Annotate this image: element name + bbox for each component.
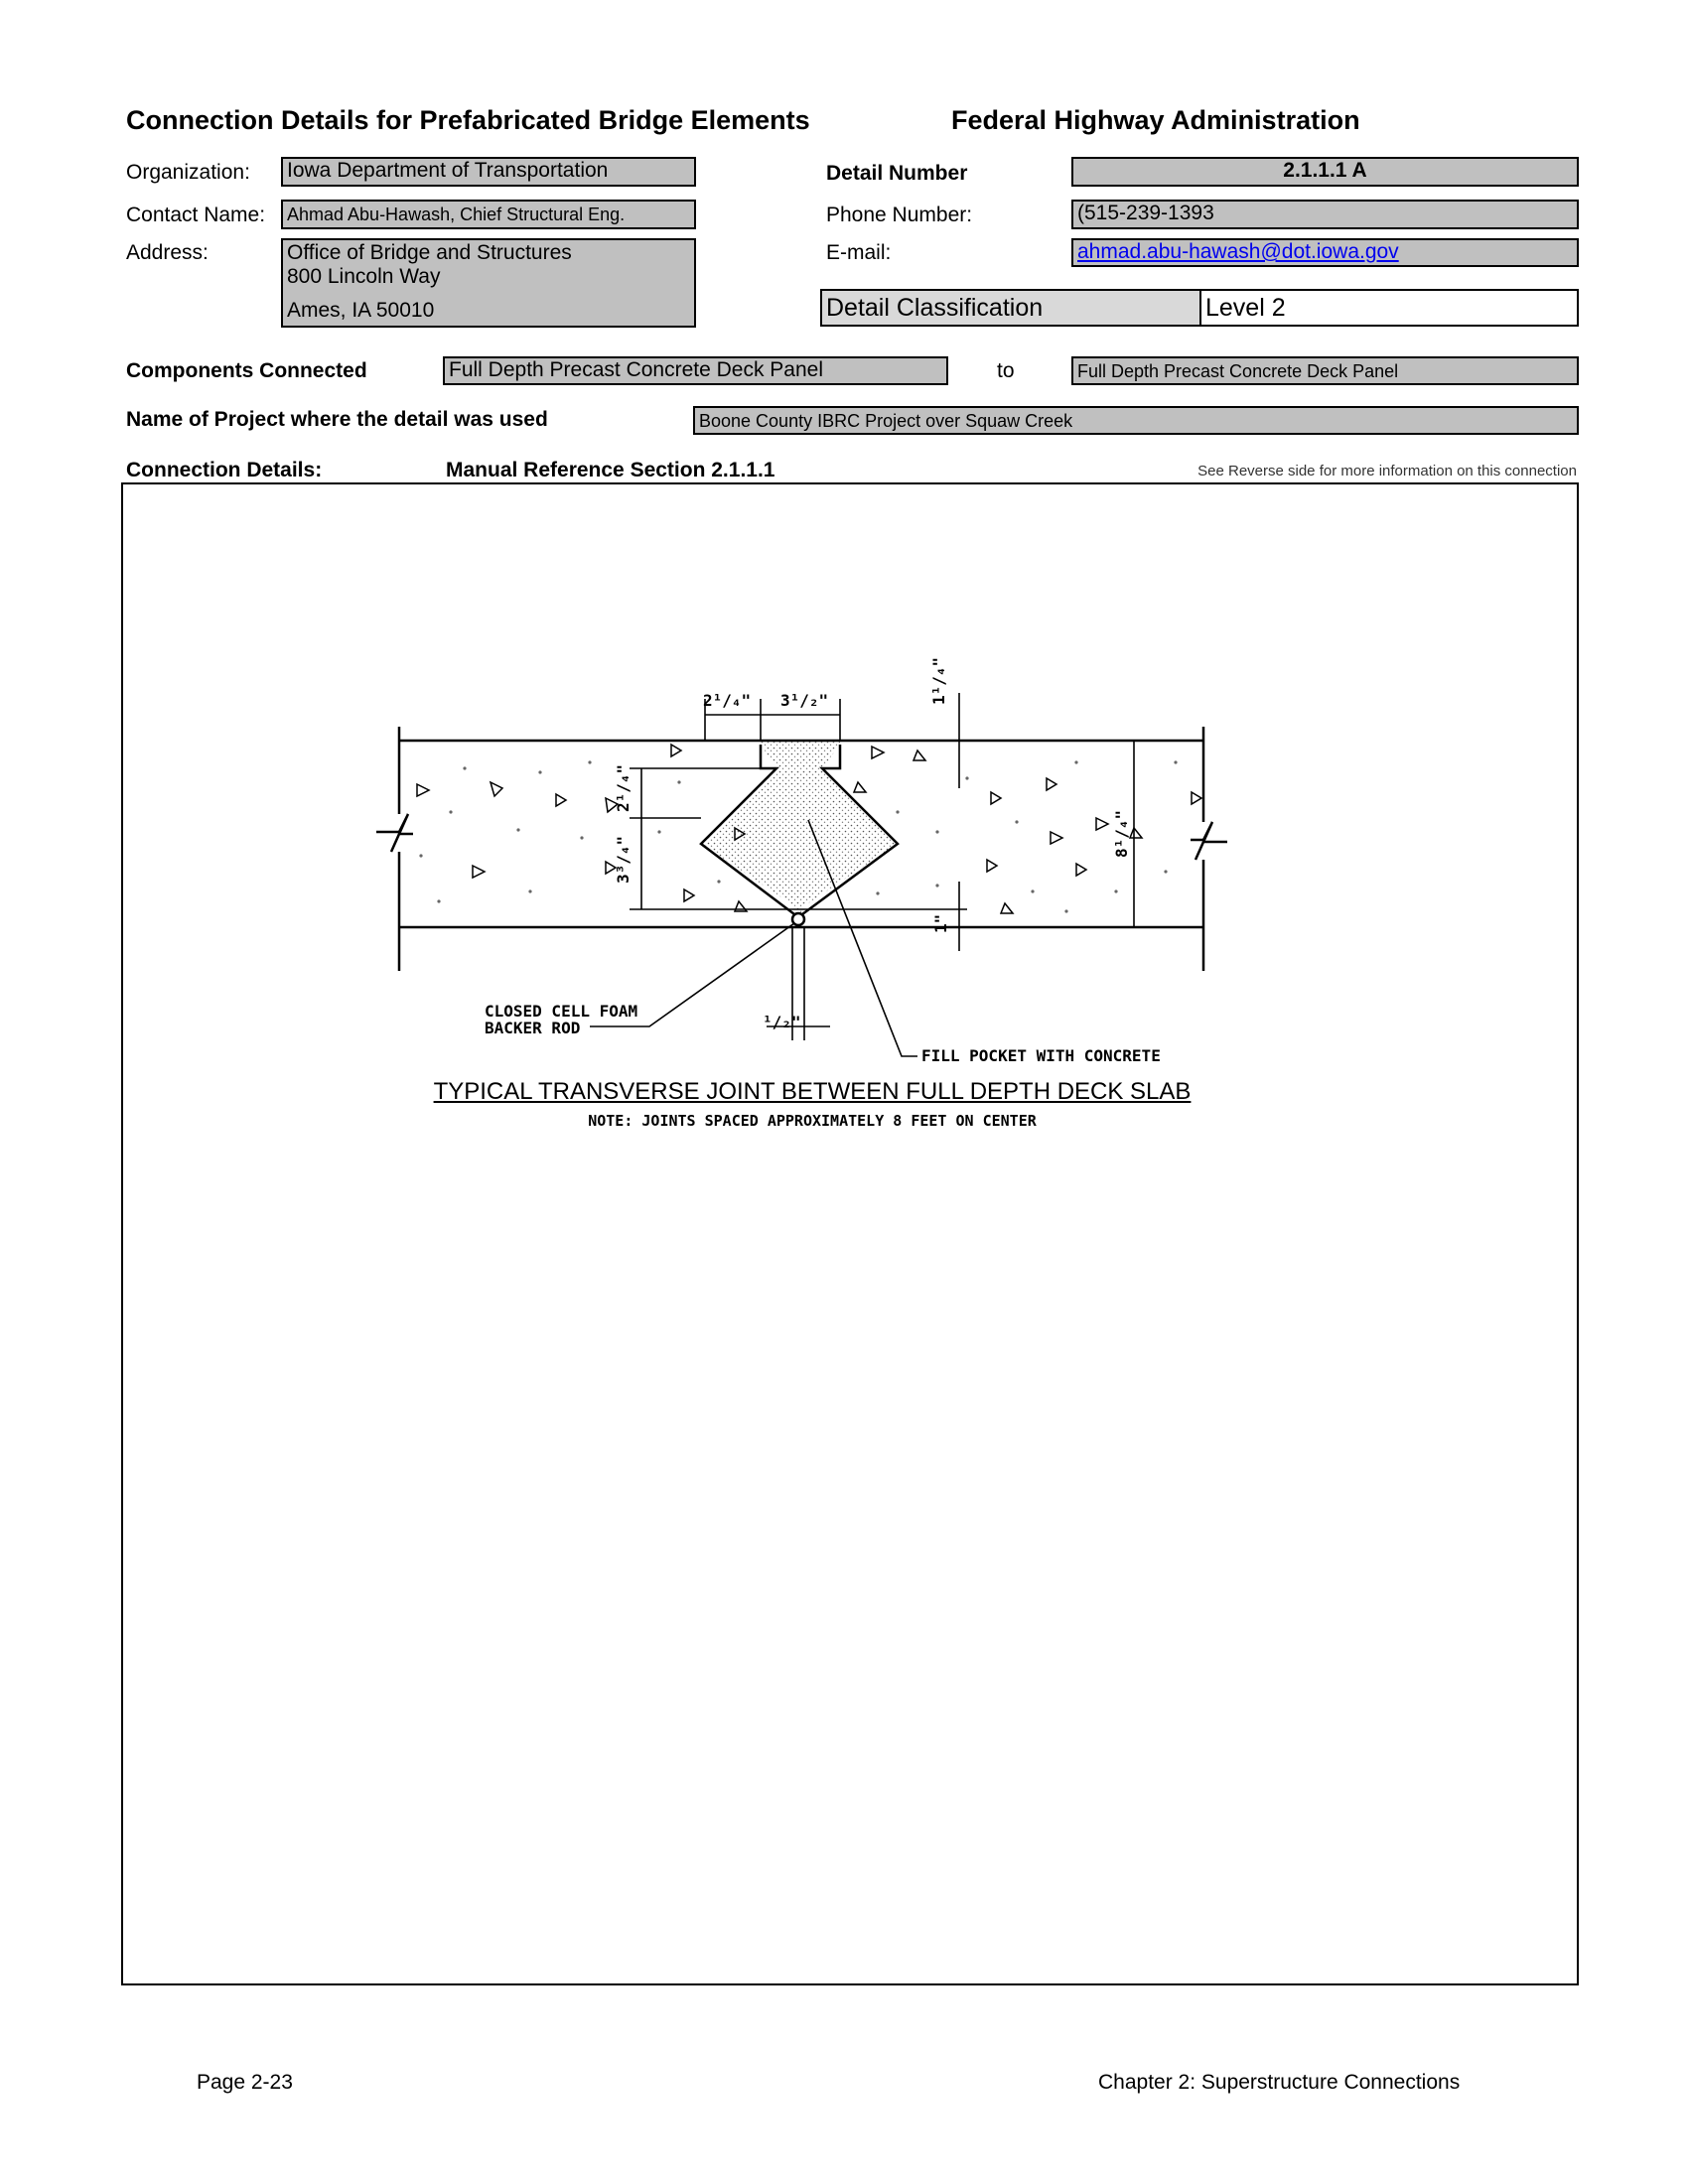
address-line-3: Ames, IA 50010 [287,299,435,322]
organization-field: Iowa Department of Transportation [281,157,696,187]
classification-value: Level 2 [1205,294,1286,322]
detail-classification [820,289,1579,327]
manual-reference: Manual Reference Section 2.1.1.1 [446,459,775,481]
organization-label: Organization: [126,161,250,184]
project-label: Name of Project where the detail was used [126,408,548,431]
drawing-title: TYPICAL TRANSVERSE JOINT BETWEEN FULL DEPTH DECK SLAB [433,1078,1192,1105]
document-title: Connection Details for Prefabricated Bridge Elements [126,105,810,135]
dim-bottom: ¹/₂" [763,1013,801,1031]
address-line-1: Office of Bridge and Structures [287,241,572,264]
callout-fill-pocket: FILL POCKET WITH CONCRETE [921,1046,1161,1065]
drawing-note: NOTE: JOINTS SPACED APPROXIMATELY 8 FEET ON CENTER [588,1112,1037,1130]
detail-number-field: 2.1.1.1 A [1071,157,1579,187]
callout-backer-rod [485,1003,637,1036]
email-link[interactable]: ahmad.abu-hawash@dot.iowa.gov [1077,240,1399,263]
joint-detail-drawing [123,484,1577,1983]
dim-left-upper: 2¹/₄" [614,763,633,812]
project-name-field: Boone County IBRC Project over Squaw Creek [693,406,1579,435]
email-label: E-mail: [826,241,892,264]
dim-top-left: 2¹/₄" [703,691,752,710]
callout-backer-line-1: CLOSED CELL FOAM [485,1002,638,1021]
dim-top-right: 1¹/₄" [929,656,948,705]
phone-label: Phone Number: [826,204,973,226]
address-label: Address: [126,241,209,264]
address-field [281,238,696,328]
callout-backer-line-2: BACKER ROD [485,1019,581,1037]
contact-name-field: Ahmad Abu-Hawash, Chief Structural Eng. [281,200,696,229]
connection-details-label: Connection Details: [126,459,323,481]
dim-top-mid: 3¹/₂" [780,691,829,710]
chapter-title: Chapter 2: Superstructure Connections [1098,2071,1461,2094]
classification-label: Detail Classification [822,291,1201,325]
contact-name-label: Contact Name: [126,204,266,226]
components-label: Components Connected [126,359,367,382]
detail-number-label: Detail Number [826,162,968,185]
component-to-field: Full Depth Precast Concrete Deck Panel [1071,356,1579,385]
components-to-label: to [997,359,1015,382]
page-number: Page 2-23 [197,2071,293,2094]
component-from-field: Full Depth Precast Concrete Deck Panel [443,356,948,385]
agency-name: Federal Highway Administration [951,105,1360,135]
email-field [1071,238,1579,267]
drawing-frame [121,482,1579,1985]
dim-right-depth: 8¹/₄" [1112,809,1131,858]
phone-field: (515-239-1393 [1071,200,1579,229]
dim-left-lower: 3³/₄" [614,835,633,884]
reverse-side-note: See Reverse side for more information on this connection [1197,463,1577,479]
dim-right-bottom: 1" [931,913,950,933]
address-line-2: 800 Lincoln Way [287,265,441,288]
